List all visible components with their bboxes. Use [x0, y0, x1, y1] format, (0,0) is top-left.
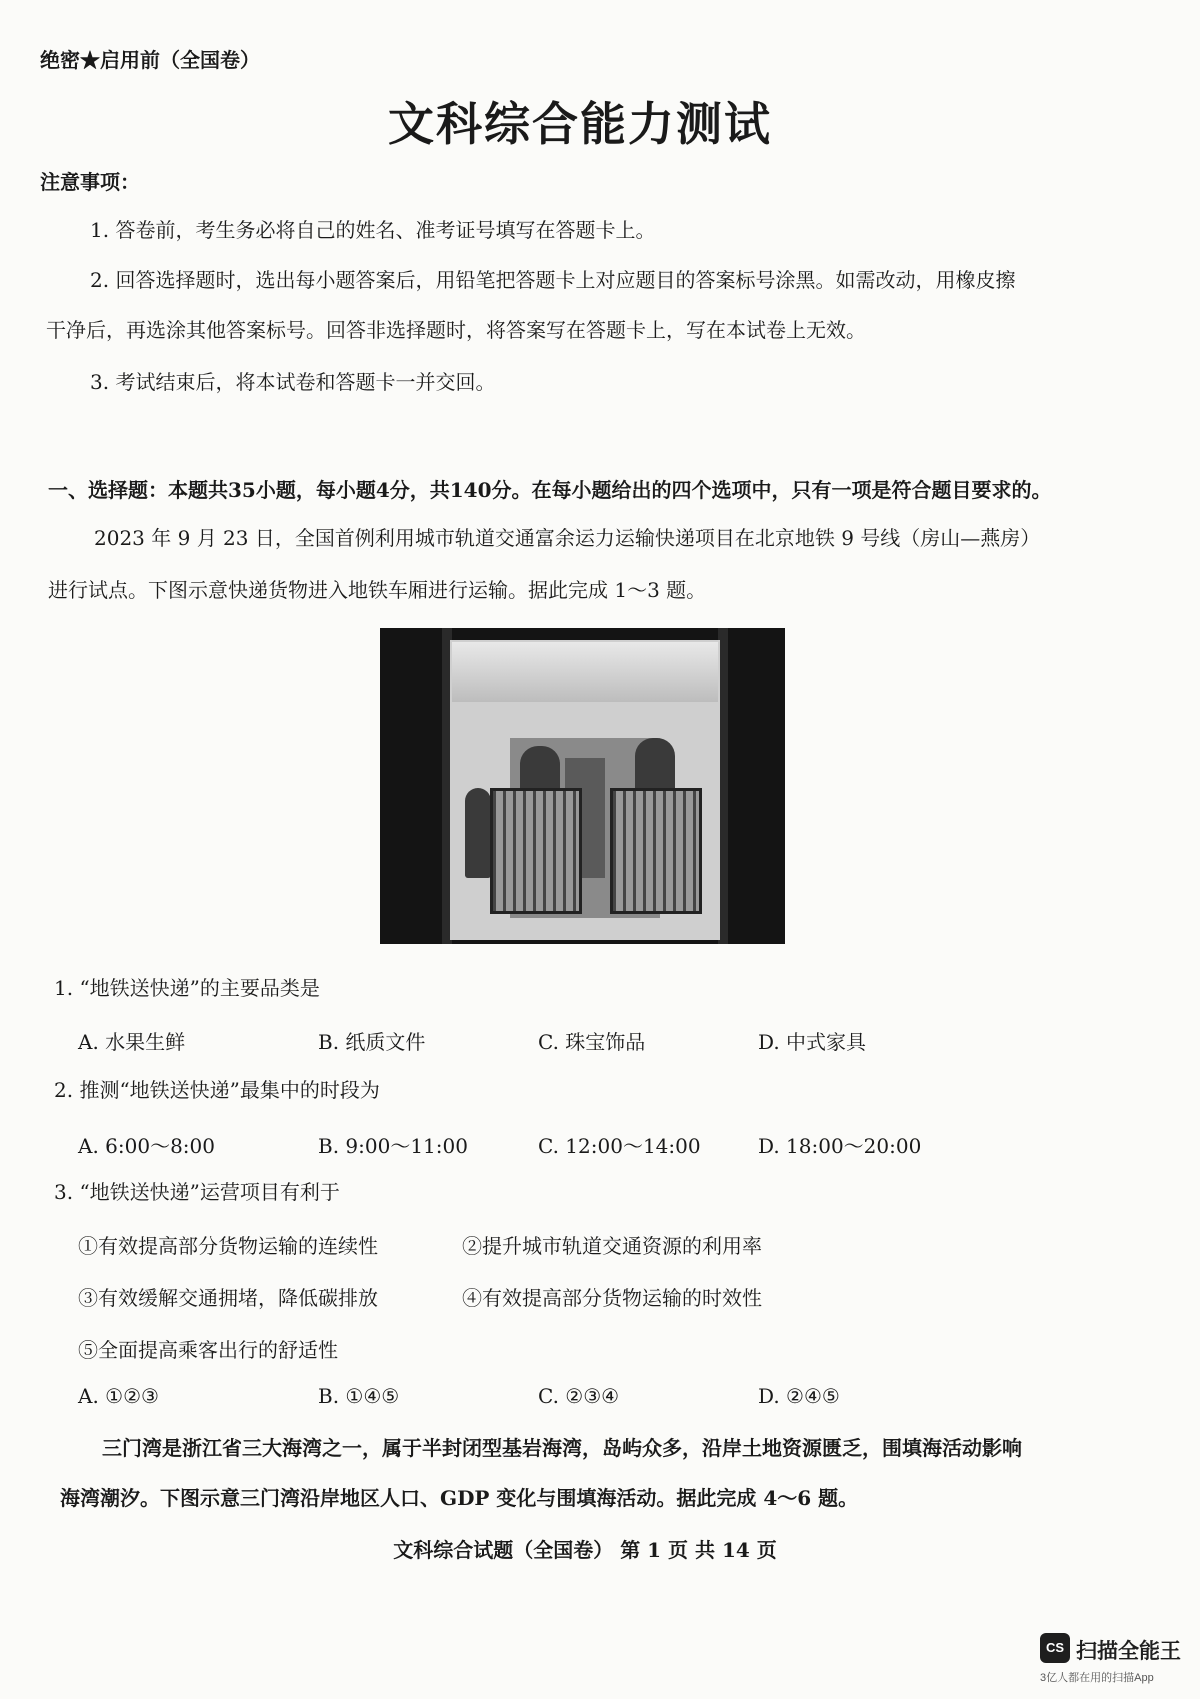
notice-item-3: 3. 考试结束后，将本试卷和答题卡一并交回。: [90, 370, 496, 394]
next-intro-line-2: 海湾潮汐。下图示意三门湾沿岸地区人口、GDP 变化与围填海活动。据此完成 4～6 题。: [60, 1486, 859, 1510]
q3-option-b: B. ①④⑤: [318, 1384, 400, 1408]
scanner-slogan: 3亿人都在用的扫描App: [1040, 1672, 1154, 1684]
page-title: 文科综合能力测试: [388, 97, 772, 151]
q1-option-b: B. 纸质文件: [318, 1030, 426, 1054]
q1-option-c: C. 珠宝饰品: [538, 1030, 646, 1054]
scanner-logo-icon: CS: [1040, 1633, 1070, 1663]
q1-option-d: D. 中式家具: [758, 1030, 867, 1054]
q2-stem: 2. 推测“地铁送快递”最集中的时段为: [54, 1078, 380, 1102]
q3-stem: 3. “地铁送快递”运营项目有利于: [54, 1180, 340, 1204]
q2-option-c: C. 12:00～14:00: [538, 1134, 701, 1158]
notice-item-1: 1. 答卷前，考生务必将自己的姓名、准考证号填写在答题卡上。: [90, 218, 656, 242]
q2-option-a: A. 6:00～8:00: [78, 1134, 215, 1158]
notice-item-2-line-2: 干净后，再选涂其他答案标号。回答非选择题时，将答案写在答题卡上，写在本试卷上无效。: [46, 318, 866, 342]
subway-express-photo: [380, 628, 785, 944]
notice-item-2-line-1: 2. 回答选择题时，选出每小题答案后，用铅笔把答题卡上对应题目的答案标号涂黑。如需改动，用橡皮擦: [90, 268, 1016, 292]
q1-stem: 1. “地铁送快递”的主要品类是: [54, 976, 320, 1000]
confidential-label: 绝密★启用前（全国卷）: [40, 48, 260, 72]
q3-statement-4: ④有效提高部分货物运输的时效性: [462, 1286, 762, 1310]
next-intro-line-1: 三门湾是浙江省三大海湾之一，属于半封闭型基岩海湾，岛屿众多，沿岸土地资源匮乏，围填海活动影响: [102, 1436, 1022, 1460]
notice-heading: 注意事项：: [40, 170, 140, 194]
q3-statement-3: ③有效缓解交通拥堵，降低碳排放: [78, 1286, 378, 1310]
q1-option-a: A. 水果生鲜: [78, 1030, 186, 1054]
q2-option-d: D. 18:00～20:00: [758, 1134, 922, 1158]
intro-line-1: 2023 年 9 月 23 日，全国首例利用城市轨道交通富余运力运输快递项目在北京地铁 9 号线（房山—燕房）: [94, 526, 1041, 550]
q3-option-a: A. ①②③: [78, 1384, 159, 1408]
page-footer: 文科综合试题（全国卷） 第 1 页 共 14 页: [393, 1538, 777, 1562]
q3-statement-2: ②提升城市轨道交通资源的利用率: [462, 1234, 762, 1258]
q3-statement-1: ①有效提高部分货物运输的连续性: [78, 1234, 378, 1258]
scanner-app-name: 扫描全能王: [1076, 1640, 1181, 1663]
intro-line-2: 进行试点。下图示意快递货物进入地铁车厢进行运输。据此完成 1～3 题。: [48, 578, 707, 602]
q3-option-d: D. ②④⑤: [758, 1384, 840, 1408]
q3-statement-5: ⑤全面提高乘客出行的舒适性: [78, 1338, 338, 1362]
q3-option-c: C. ②③④: [538, 1384, 620, 1408]
section-heading: 一、选择题：本题共35小题，每小题4分，共140分。在每小题给出的四个选项中，只有一项是符合题目要求的。: [48, 478, 1052, 502]
q2-option-b: B. 9:00～11:00: [318, 1134, 468, 1158]
